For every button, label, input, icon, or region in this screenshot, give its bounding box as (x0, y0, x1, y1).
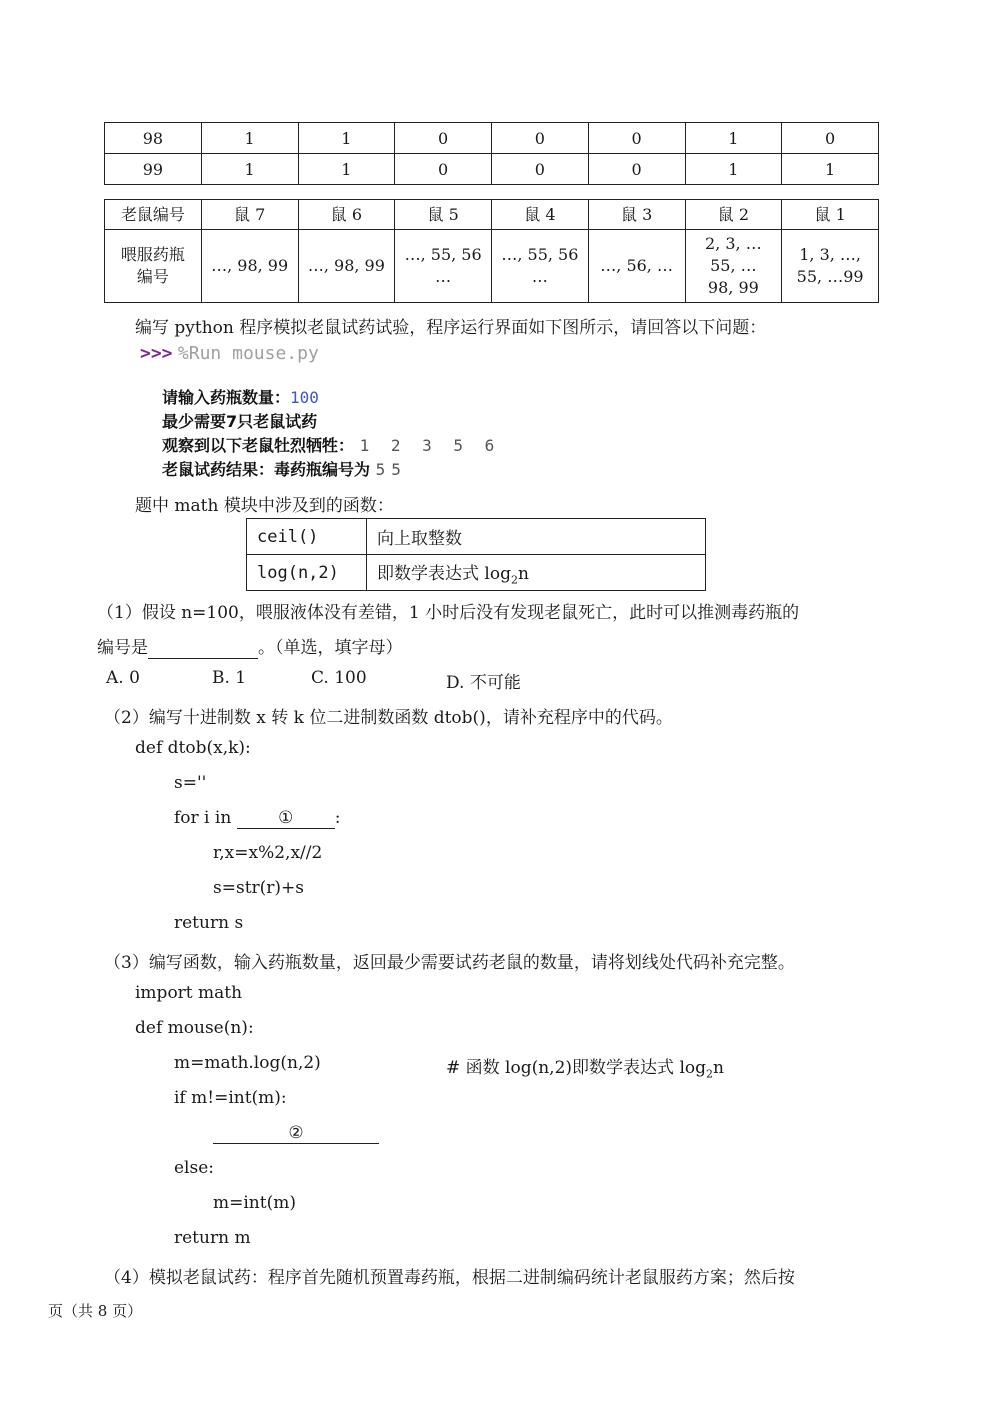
q3-blank-2[interactable] (213, 1123, 379, 1144)
console-command: %Run mouse.py (177, 343, 319, 364)
console-line-2: 最少需要7只老鼠试药 (162, 412, 318, 431)
bottle-list-line: … (435, 267, 452, 286)
console-line-4-label: 老鼠试药结果：毒药瓶编号为 (162, 460, 371, 479)
bottle-list-cell (492, 230, 589, 303)
mice-table-body-row (105, 230, 879, 303)
bottle-label-cell (105, 230, 202, 303)
mouse-header-cell: 鼠 3 (588, 200, 685, 230)
mouse-header-cell: 鼠 4 (492, 200, 589, 230)
q2-code-rx: r,x=x%2,x//2 (213, 843, 323, 863)
q2-code-def: def dtob(x,k): (135, 738, 251, 758)
mice-table-header-row (105, 200, 879, 230)
q2-code-s-init: s='' (174, 773, 207, 793)
bit-cell: 0 (492, 154, 589, 185)
q4-text: （4）模拟老鼠试药：程序首先随机预置毒药瓶，根据二进制编码统计老鼠服药方案；然后按 (104, 1268, 795, 1288)
bottle-list-line: …, 55, 56 (404, 245, 482, 264)
bit-cell: 1 (298, 123, 395, 154)
bottle-list-line: 98, 99 (707, 278, 759, 297)
q2-code-for (174, 808, 340, 829)
math-row-ceil (247, 519, 706, 555)
q3-code-comment (446, 1053, 724, 1080)
mice-table (104, 199, 879, 303)
q2-code-return: return s (174, 913, 244, 933)
console-prompt: >>> (140, 343, 173, 364)
math-desc-log-text: 即数学表达式 log (377, 563, 511, 584)
intro-text: 编写 python 程序模拟老鼠试药试验，程序运行界面如下图所示，请回答以下问题： (135, 318, 767, 338)
bottle-label-line: 喂服药瓶 (120, 245, 185, 264)
q3-blank-2-mark: ② (288, 1123, 304, 1143)
bit-cell: 0 (588, 123, 685, 154)
mouse-header-cell: 鼠 2 (685, 200, 782, 230)
math-func-ceil: ceil() (247, 519, 367, 555)
q3-code-import: import math (135, 983, 243, 1003)
math-desc-ceil: 向上取整数 (367, 519, 706, 555)
bit-cell: 1 (685, 154, 782, 185)
bottle-list-cell (395, 230, 492, 303)
math-row-log (247, 555, 706, 591)
q1-option-b: B. 1 (212, 668, 247, 688)
bit-cell: 0 (588, 154, 685, 185)
q1-line-2 (97, 633, 403, 659)
console-line-3-label: 观察到以下老鼠牡烈牺牲： (162, 436, 355, 455)
console-line-1-label: 请输入药瓶数量： (162, 388, 291, 407)
q1-line-2-post: 。（单选，填字母） (258, 638, 403, 658)
q1-option-c: C. 100 (311, 668, 367, 688)
q3-comment-tail: n (713, 1058, 724, 1078)
q2-blank-1[interactable] (237, 808, 335, 829)
q3-code-else: else: (174, 1158, 215, 1178)
bottle-list-line: …, 98, 99 (307, 256, 385, 275)
binary-table (104, 122, 879, 185)
q3-code-m-assign: m=math.log(n,2) (174, 1053, 321, 1073)
math-func-log: log(n,2) (247, 555, 367, 591)
q1-line-1: （1）假设 n=100，喂服液体没有差错，1 小时后没有发现老鼠死亡，此时可以推测毒药瓶的 (97, 603, 800, 623)
math-intro: 题中 math 模块中涉及到的函数： (135, 496, 394, 516)
bottle-label-line: 编号 (136, 267, 169, 286)
bottle-number-cell: 98 (105, 123, 202, 154)
bit-cell: 1 (201, 154, 298, 185)
console-line-1-value: 100 (290, 388, 319, 407)
math-desc-log-tail: n (517, 563, 529, 584)
console-line-4 (162, 457, 407, 480)
bit-cell: 1 (298, 154, 395, 185)
q3-code-def: def mouse(n): (135, 1018, 254, 1038)
q2-code-for-pre: for i in (174, 808, 237, 828)
mouse-header-cell: 鼠 7 (201, 200, 298, 230)
math-desc-log-sub: 2 (510, 573, 518, 587)
bit-cell: 0 (782, 123, 879, 154)
bottle-list-line: 55, …99 (796, 267, 864, 286)
q2-text: （2）编写十进制数 x 转 k 位二进制数函数 dtob()，请补充程序中的代码。 (104, 708, 673, 728)
bottle-list-line: … (531, 267, 548, 286)
bit-cell: 1 (782, 154, 879, 185)
bottle-list-line: 55, … (710, 256, 757, 275)
bottle-list-line: …, 55, 56 (501, 245, 579, 264)
q3-comment-sub: 2 (706, 1067, 713, 1081)
q3-text: （3）编写函数，输入药瓶数量，返回最少需要试药老鼠的数量，请将划线处代码补充完整。 (104, 953, 795, 973)
math-desc-log (367, 555, 706, 591)
q3-code-if: if m!=int(m): (174, 1088, 287, 1108)
bottle-list-cell (201, 230, 298, 303)
bit-cell: 0 (395, 123, 492, 154)
mouse-number-header: 老鼠编号 (105, 200, 202, 230)
bit-cell: 1 (685, 123, 782, 154)
q2-code-s-update: s=str(r)+s (213, 878, 305, 898)
page-footer: 页（共 8 页） (48, 1302, 143, 1320)
bottle-list-line: …, 98, 99 (211, 256, 289, 275)
bottle-list-cell (298, 230, 395, 303)
q1-option-d: D. 不可能 (446, 673, 521, 693)
bit-cell: 0 (492, 123, 589, 154)
q1-option-a: A. 0 (106, 668, 140, 688)
console-command-line (140, 343, 319, 364)
mouse-header-cell: 鼠 5 (395, 200, 492, 230)
mouse-header-cell: 鼠 1 (782, 200, 879, 230)
q2-blank-1-mark: ① (278, 808, 294, 828)
bottle-list-line: 2, 3, … (705, 234, 762, 253)
q3-comment-text: # 函数 log(n,2)即数学表达式 log (446, 1058, 706, 1078)
bit-cell: 1 (201, 123, 298, 154)
bottle-list-cell (685, 230, 782, 303)
console-output (140, 343, 560, 483)
bottle-list-line: 1, 3, …, (799, 245, 862, 264)
bit-cell: 0 (395, 154, 492, 185)
bottle-number-cell: 99 (105, 154, 202, 185)
mouse-header-cell: 鼠 6 (298, 200, 395, 230)
console-line-3-value: 1 2 3 5 6 (359, 436, 501, 455)
q1-answer-blank[interactable] (148, 638, 258, 659)
bottle-list-cell (588, 230, 685, 303)
console-line-4-value: 55 (375, 460, 407, 479)
q3-code-return: return m (174, 1228, 251, 1248)
console-line-3 (162, 433, 500, 456)
bottle-list-cell (782, 230, 879, 303)
math-function-table (246, 518, 706, 591)
binary-table-row (105, 154, 879, 185)
q3-code-m-int: m=int(m) (213, 1193, 296, 1213)
bottle-list-line: …, 56, … (600, 256, 673, 275)
q1-line-2-pre: 编号是 (97, 638, 148, 658)
q3-code-blank-line (213, 1123, 379, 1144)
q2-code-for-post: : (334, 808, 341, 828)
binary-table-row (105, 123, 879, 154)
console-line-1 (162, 385, 319, 408)
